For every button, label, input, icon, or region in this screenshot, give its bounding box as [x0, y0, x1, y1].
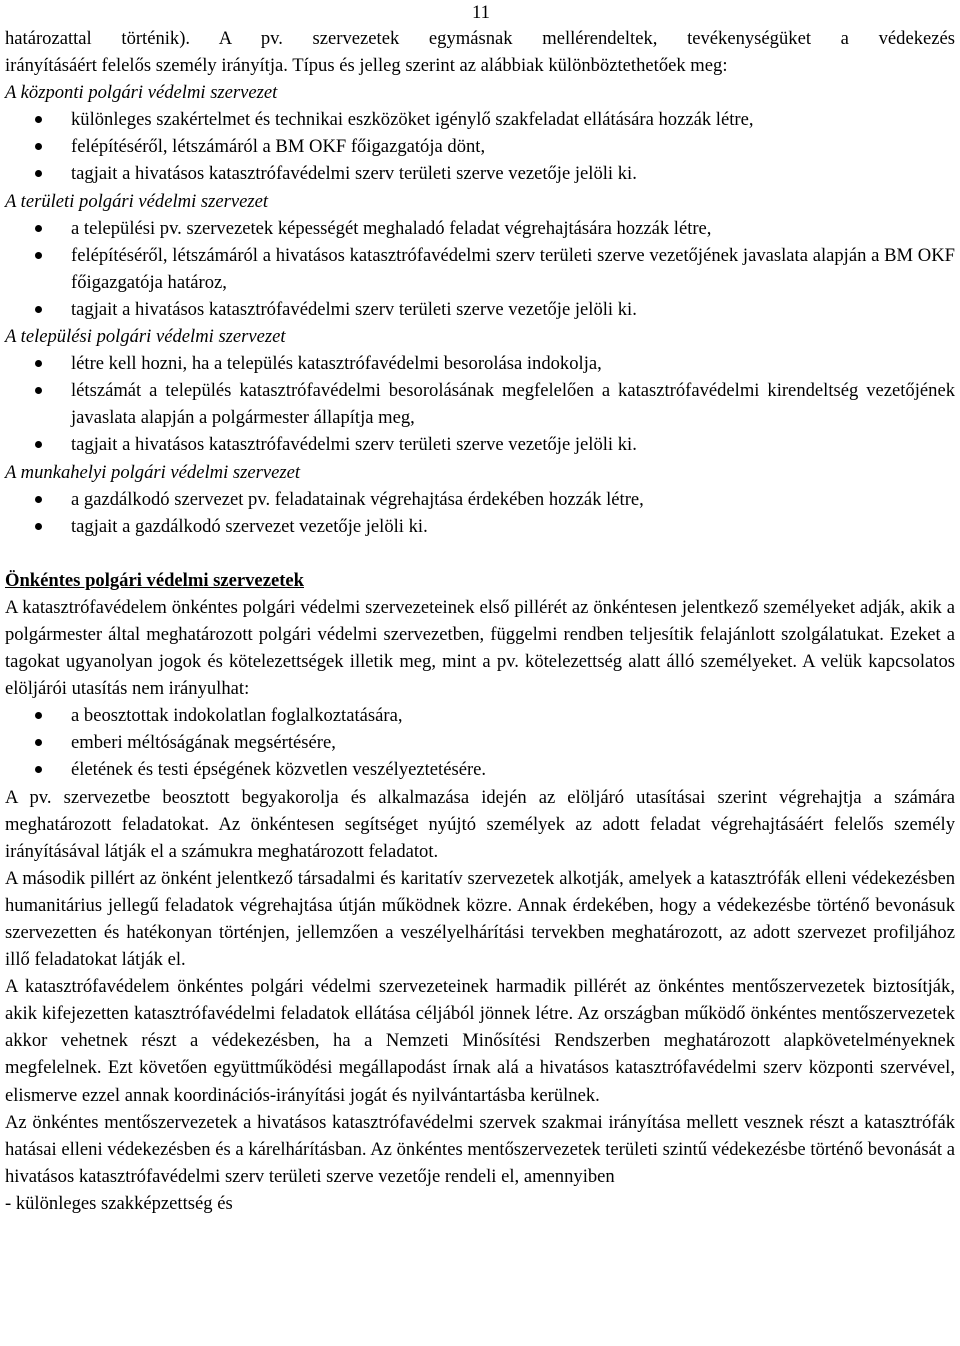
bullet-icon: [35, 739, 42, 746]
paragraph-first-pillar: A katasztrófavédelem önkéntes polgári védelmi szervezeteinek első pillérét az önkéntesen jelentkező személyeket adják, akik a polgármester által meghatározott polgári védelmi szervezetben, függelmi rendben teljesítik felajánlott szolgálatukat. Ezeket a tagokat ugyanolyan jogok és kötelezettségek illetik meg, mint a pv. kötelezettség alatt álló személyeket. A velük kapcsolatos elöljárói utasítás nem irányulhat:: [5, 596, 955, 700]
paragraph-second-pillar: A második pillért az önként jelentkező társadalmi és karitatív szervezetek alkotják, amelyek a katasztrófák elleni védekezésben humanitárius jellegű feladatok végrehajtása útján működnek közre. Annak érdekében, hogy a védekezésbe történő bevonásuk szervezetten és hatékonyan történjen, jellemzően a veszélyelhárítási tervekben meghatározott, az adott szervezet profiljához illő feladatokat látják el.: [5, 867, 955, 971]
bullet-icon: [35, 252, 42, 259]
bullet-icon: [35, 116, 42, 123]
list-item: tagjait a gazdálkodó szervezet vezetője jelöli ki.: [5, 513, 955, 540]
spacer: [5, 540, 955, 567]
section-heading-volunteer: Önkéntes polgári védelmi szervezetek: [5, 569, 304, 591]
section-title-central: A központi polgári védelmi szervezet: [5, 82, 278, 104]
list-item: létszámát a település katasztrófavédelmi besorolásának megfelelően a katasztrófavédelmi kirendeltség vezetőjének javaslata alapján a polgármester állapítja meg,: [5, 377, 955, 431]
bullet-icon: [35, 441, 42, 448]
bullet-icon: [35, 496, 42, 503]
bullet-icon: [35, 387, 42, 394]
intro-line-1: határozattal történik). A pv. szervezetek egymásnak mellérendeltek, tevékenységüket a védekezés: [5, 28, 955, 49]
section-title-municipal: A települési polgári védelmi szervezet: [5, 326, 286, 348]
list-item: a beosztottak indokolatlan foglalkoztatására,: [5, 702, 955, 729]
bullet-icon: [35, 712, 42, 719]
bullet-icon: [35, 766, 42, 773]
list-item: életének és testi épségének közvetlen veszélyeztetésére.: [5, 756, 955, 783]
list-item: felépítéséről, létszámáról a hivatásos katasztrófavédelmi szerv területi szerve vezetőjének javaslata alapján a BM OKF főigazgatója határoz,: [5, 242, 955, 296]
section-title-workplace: A munkahelyi polgári védelmi szervezet: [5, 461, 301, 483]
list-item: különleges szakértelmet és technikai eszközöket igénylő szakfeladat ellátására hozzák létre,: [5, 106, 955, 133]
bullet-list-regional: [5, 215, 955, 323]
page-content: [5, 25, 955, 1217]
bullet-icon: [35, 225, 42, 232]
bullet-icon: [35, 523, 42, 530]
list-item: tagjait a hivatásos katasztrófavédelmi szerv területi szerve vezetője jelöli ki.: [5, 296, 955, 323]
bullet-list-volunteer: [5, 702, 955, 783]
bullet-icon: [35, 306, 42, 313]
bullet-icon: [35, 143, 42, 150]
bullet-list-municipal: [5, 350, 955, 458]
list-item: emberi méltóságának megsértésére,: [5, 729, 955, 756]
page-number: 11: [472, 2, 490, 23]
section-title-regional: A területi polgári védelmi szervezet: [5, 190, 269, 212]
intro-line-2: irányításáért felelős személy irányítja. Típus és jelleg szerint az alábbiak különböztethetőek meg:: [5, 55, 728, 77]
bullet-list-central: [5, 106, 955, 187]
list-item: a gazdálkodó szervezet pv. feladatainak végrehajtása érdekében hozzák létre,: [5, 486, 955, 513]
list-item: a települési pv. szervezetek képességét meghaladó feladat végrehajtására hozzák létre,: [5, 215, 955, 242]
paragraph-rescue-organizations: Az önkéntes mentőszervezetek a hivatásos katasztrófavédelmi szervek szakmai irányítása mellett vesznek részt a katasztrófák hatásai elleni védekezésben és a kárelhárításban. Az önkéntes mentőszervezetek területi szintű védekezésbe történő bevonását a hivatásos katasztrófavédelmi szerv területi szerve vezetője rendeli el, amennyiben: [5, 1111, 955, 1187]
list-item: létre kell hozni, ha a település katasztrófavédelmi besorolása indokolja,: [5, 350, 955, 377]
bullet-icon: [35, 170, 42, 177]
list-item: tagjait a hivatásos katasztrófavédelmi szerv területi szerve vezetője jelöli ki.: [5, 431, 955, 458]
paragraph-assigned-tasks: A pv. szervezetbe beosztott begyakorolja és alkalmazása idején az elöljáró utasításai szerint végrehajtja a számára meghatározott feladatokat. Az önkéntesen segítséget nyújtó személyek az adott feladat végrehajtásáért felelős személy irányításával látják el a számukra meghatározott feladatot.: [5, 786, 955, 862]
bullet-list-workplace: [5, 486, 955, 540]
paragraph-third-pillar: A katasztrófavédelem önkéntes polgári védelmi szervezeteinek harmadik pillérét az önkéntes mentőszervezetek biztosítják, akik kifejezetten katasztrófavédelmi feladatok ellátása céljából jönnek létre. Az országban működő önkéntes mentőszervezetek akkor vehetnek részt a védekezésben, ha a Nemzeti Minősítési Rendszerben meghatározott alapkövetelményeknek megfelelnek. Ezt követően együttműködési megállapodást írnak alá a hivatásos katasztrófavédelmi szerv központi szervével, elismerve ezzel annak koordinációs-irányítási jogát és nyilvántartásba kerülnek.: [5, 976, 955, 1106]
dash-item: - különleges szakképzettség és: [5, 1192, 233, 1214]
list-item: felépítéséről, létszámáról a BM OKF főigazgatója dönt,: [5, 133, 955, 160]
bullet-icon: [35, 360, 42, 367]
list-item: tagjait a hivatásos katasztrófavédelmi szerv területi szerve vezetője jelöli ki.: [5, 160, 955, 187]
